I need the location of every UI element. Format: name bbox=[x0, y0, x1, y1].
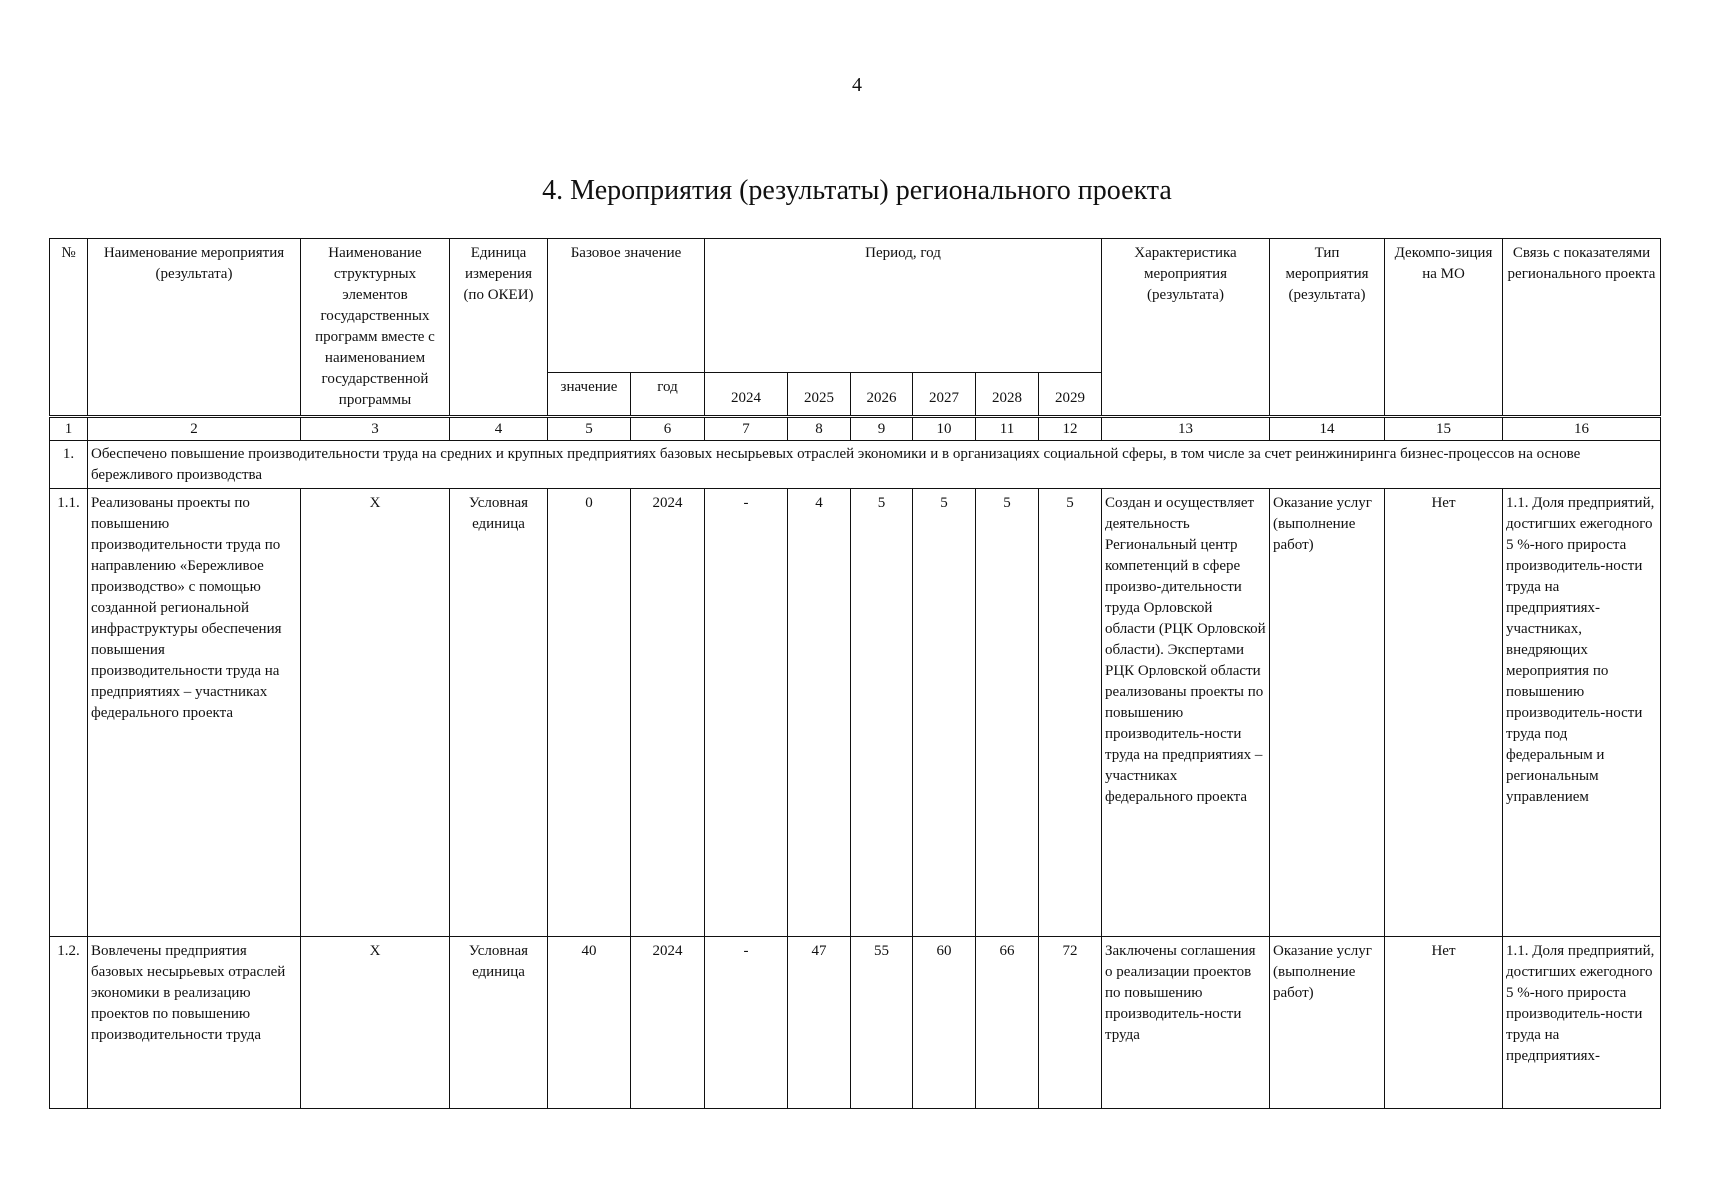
header-year: 2028 bbox=[976, 373, 1039, 417]
row-y2025: 47 bbox=[788, 937, 851, 1109]
row-y2026: 55 bbox=[851, 937, 913, 1109]
row-y2024: - bbox=[705, 937, 788, 1109]
header-base-value: значение bbox=[548, 373, 631, 417]
header-struct: Наименование структурных элементов государственных программ вместе с наименованием государственной программы bbox=[301, 239, 450, 417]
row-name: Реализованы проекты по повышению производительности труда по направлению «Бережливое производство» с помощью созданной региональной инфраструктуры обеспечения повышения производительности труда на предприятиях – участниках федерального проекта bbox=[88, 489, 301, 937]
row-y2029: 5 bbox=[1039, 489, 1102, 937]
row-y2027: 60 bbox=[913, 937, 976, 1109]
column-number: 8 bbox=[788, 417, 851, 441]
header-name: Наименование мероприятия (результата) bbox=[88, 239, 301, 417]
row-y2028: 66 bbox=[976, 937, 1039, 1109]
table-row bbox=[50, 937, 1661, 1109]
column-number: 2 bbox=[88, 417, 301, 441]
row-y2028: 5 bbox=[976, 489, 1039, 937]
results-table bbox=[49, 238, 1661, 1109]
column-number: 15 bbox=[1385, 417, 1503, 441]
section-row-number: 1. bbox=[50, 441, 88, 489]
row-base-value: 0 bbox=[548, 489, 631, 937]
row-struct: X bbox=[301, 937, 450, 1109]
section-title: 4. Мероприятия (результаты) регионального проекта bbox=[542, 175, 1172, 206]
page-number: 4 bbox=[852, 74, 862, 96]
column-number: 4 bbox=[450, 417, 548, 441]
header-year: 2024 bbox=[705, 373, 788, 417]
column-number: 12 bbox=[1039, 417, 1102, 441]
column-number: 5 bbox=[548, 417, 631, 441]
row-unit: Условная единица bbox=[450, 937, 548, 1109]
header-link: Связь с показателями регионального проекта bbox=[1503, 239, 1661, 417]
row-characteristic: Заключены соглашения о реализации проектов по повышению производитель-ности труда bbox=[1102, 937, 1270, 1109]
row-link: 1.1. Доля предприятий, достигших ежегодного 5 %-ного прироста производитель-ности труда на предприятиях- bbox=[1503, 937, 1661, 1109]
row-unit: Условная единица bbox=[450, 489, 548, 937]
row-y2029: 72 bbox=[1039, 937, 1102, 1109]
column-number: 10 bbox=[913, 417, 976, 441]
column-number: 7 bbox=[705, 417, 788, 441]
row-base-value: 40 bbox=[548, 937, 631, 1109]
header-char: Характеристика мероприятия (результата) bbox=[1102, 239, 1270, 417]
column-number: 1 bbox=[50, 417, 88, 441]
header-unit: Единица измерения (по ОКЕИ) bbox=[450, 239, 548, 417]
header-year: 2027 bbox=[913, 373, 976, 417]
header-base-year: год bbox=[631, 373, 705, 417]
header-year: 2029 bbox=[1039, 373, 1102, 417]
row-decomposition: Нет bbox=[1385, 937, 1503, 1109]
row-decomposition: Нет bbox=[1385, 489, 1503, 937]
column-number: 3 bbox=[301, 417, 450, 441]
header-type: Тип мероприятия (результата) bbox=[1270, 239, 1385, 417]
row-type: Оказание услуг (выполнение работ) bbox=[1270, 937, 1385, 1109]
row-base-year: 2024 bbox=[631, 489, 705, 937]
column-number: 6 bbox=[631, 417, 705, 441]
row-struct: X bbox=[301, 489, 450, 937]
column-number: 9 bbox=[851, 417, 913, 441]
row-number: 1.1. bbox=[50, 489, 88, 937]
column-number: 14 bbox=[1270, 417, 1385, 441]
row-number: 1.2. bbox=[50, 937, 88, 1109]
table-row bbox=[50, 489, 1661, 937]
row-characteristic: Создан и осуществляет деятельность Региональный центр компетенций в сфере произво-дительности труда Орловской области (РЦК Орловской области). Экспертами РЦК Орловской области реализованы проекты по повышению производитель-ности труда на предприятиях – участниках федерального проекта bbox=[1102, 489, 1270, 937]
column-number: 13 bbox=[1102, 417, 1270, 441]
header-year: 2026 bbox=[851, 373, 913, 417]
header-no: № bbox=[50, 239, 88, 417]
row-y2024: - bbox=[705, 489, 788, 937]
row-y2027: 5 bbox=[913, 489, 976, 937]
header-decomp: Декомпо-зиция на МО bbox=[1385, 239, 1503, 417]
row-y2025: 4 bbox=[788, 489, 851, 937]
row-y2026: 5 bbox=[851, 489, 913, 937]
row-base-year: 2024 bbox=[631, 937, 705, 1109]
results-table-container bbox=[49, 238, 1661, 1109]
section-row-text: Обеспечено повышение производительности труда на средних и крупных предприятиях базовых несырьевых отраслей экономики и в организациях социальной сферы, в том числе за счет реинжиниринга бизнес-процессов на основе бережливого производства bbox=[88, 441, 1661, 489]
column-number: 11 bbox=[976, 417, 1039, 441]
section-row bbox=[50, 441, 1661, 489]
header-period: Период, год bbox=[705, 239, 1102, 373]
header-year: 2025 bbox=[788, 373, 851, 417]
header-base: Базовое значение bbox=[548, 239, 705, 373]
row-type: Оказание услуг (выполнение работ) bbox=[1270, 489, 1385, 937]
row-name: Вовлечены предприятия базовых несырьевых отраслей экономики в реализацию проектов по повышению производительности труда bbox=[88, 937, 301, 1109]
column-number: 16 bbox=[1503, 417, 1661, 441]
row-link: 1.1. Доля предприятий, достигших ежегодного 5 %-ного прироста производитель-ности труда на предприятиях-участниках, внедряющих мероприятия по повышению производитель-ности труда под федеральным и региональным управлением bbox=[1503, 489, 1661, 937]
